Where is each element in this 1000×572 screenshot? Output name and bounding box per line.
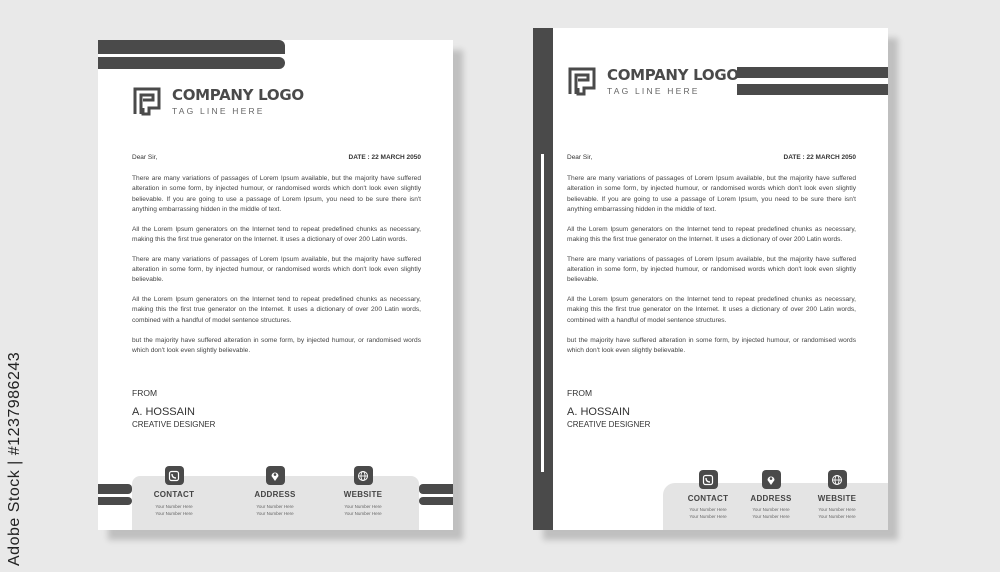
address-line: Your Number Here xyxy=(256,504,294,509)
paragraph: but the majority have suffered alteration in some form, by injected humour, or randomised words which don't look even slightly believable. xyxy=(567,336,856,354)
sender-name: A. HOSSAIN xyxy=(567,406,630,418)
from-label: FROM xyxy=(132,388,158,398)
website-label: WEBSITE xyxy=(817,494,857,503)
greeting: Dear Sir, xyxy=(132,154,158,161)
paragraph: All the Lorem Ipsum generators on the Internet tend to repeat predefined chunks as necessary, making this the first true generator on the Internet. It uses a dictionary of over 200 Latin words. xyxy=(567,225,856,243)
paragraph: There are many variations of passages of Lorem Ipsum available, but the majority have suffered alteration in some form, by injected humour, or randomised words which don't look even slightly believable. xyxy=(567,255,856,284)
sender-role: CREATIVE DESIGNER xyxy=(567,420,651,429)
logo-mark-icon xyxy=(132,86,162,116)
globe-icon xyxy=(354,466,373,485)
footer-left-bar-1 xyxy=(98,484,132,494)
contact-label: CONTACT xyxy=(153,490,195,499)
logo-mark-icon xyxy=(567,66,597,96)
address-line: Your Number Here xyxy=(752,514,790,519)
paragraph: All the Lorem Ipsum generators on the Internet tend to repeat predefined chunks as necessary, making this the first true generator on the Internet. It uses a dictionary of over 200 Latin words, combined with a handful of model sentence structures. xyxy=(567,296,856,324)
contact-line: Your Number Here xyxy=(155,511,193,516)
header-right-bar-2 xyxy=(737,84,888,95)
footer-right-bar-1 xyxy=(419,484,453,494)
website-label: WEBSITE xyxy=(343,490,383,499)
paragraph: All the Lorem Ipsum generators on the Internet tend to repeat predefined chunks as necessary, making this the first true generator on the Internet. It uses a dictionary of over 200 Latin words, combined with a handful of model sentence structures. xyxy=(132,296,421,324)
side-accent-line xyxy=(541,154,544,472)
contact-footer xyxy=(663,483,888,530)
letterhead-page-2 xyxy=(533,28,888,530)
greeting: Dear Sir, xyxy=(567,154,593,161)
address-label: ADDRESS xyxy=(750,494,792,503)
phone-icon xyxy=(699,470,718,489)
letter-body xyxy=(567,174,856,366)
location-pin-icon xyxy=(266,466,285,485)
date: DATE : 22 MARCH 2050 xyxy=(783,154,856,161)
top-bar-1 xyxy=(98,40,285,54)
website-column xyxy=(797,470,877,520)
letterhead-page-1 xyxy=(98,40,453,530)
contact-footer xyxy=(132,476,419,530)
footer-right-bar-2 xyxy=(419,497,453,505)
website-line: Your Number Here xyxy=(818,507,856,512)
paragraph: There are many variations of passages of Lorem Ipsum available, but the majority have suffered alteration in some form, by injected humour, or randomised words which don't look even slightly believable. If you are going to use a passage of Lorem Ipsum, you need to be sure there isn't anything embarrassing hidden in the middle of text. xyxy=(567,175,856,213)
website-column xyxy=(323,466,403,517)
stock-id-text: Adobe Stock | #1237986243 xyxy=(6,351,23,566)
letter-body xyxy=(132,174,421,366)
website-line: Your Number Here xyxy=(344,504,382,509)
date: DATE : 22 MARCH 2050 xyxy=(348,154,421,161)
contact-label: CONTACT xyxy=(687,494,729,503)
footer-left-bar-2 xyxy=(98,497,132,505)
tagline: TAG LINE HERE xyxy=(172,105,265,116)
sender-role: CREATIVE DESIGNER xyxy=(132,420,216,429)
header-right-bar-1 xyxy=(737,67,888,78)
paragraph: All the Lorem Ipsum generators on the Internet tend to repeat predefined chunks as necessary, making this the first true generator on the Internet. It uses a dictionary of over 200 Latin words. xyxy=(132,225,421,243)
company-logo xyxy=(567,66,739,96)
company-name: COMPANY LOGO xyxy=(172,85,304,104)
address-label: ADDRESS xyxy=(254,490,296,499)
company-logo xyxy=(132,86,304,116)
address-line: Your Number Here xyxy=(256,511,294,516)
website-line: Your Number Here xyxy=(818,514,856,519)
address-line: Your Number Here xyxy=(752,507,790,512)
tagline: TAG LINE HERE xyxy=(607,85,700,96)
contact-line: Your Number Here xyxy=(155,504,193,509)
address-column xyxy=(235,466,315,517)
location-pin-icon xyxy=(762,470,781,489)
company-name: COMPANY LOGO xyxy=(607,65,739,84)
paragraph: There are many variations of passages of Lorem Ipsum available, but the majority have suffered alteration in some form, by injected humour, or randomised words which don't look even slightly believable. xyxy=(132,255,421,284)
contact-line: Your Number Here xyxy=(689,514,727,519)
contact-column xyxy=(134,466,214,517)
paragraph: There are many variations of passages of Lorem Ipsum available, but the majority have suffered alteration in some form, by injected humour, or randomised words which don't look even slightly believable. If you are going to use a passage of Lorem Ipsum, you need to be sure there isn't anything embarrassing hidden in the middle of text. xyxy=(132,175,421,213)
globe-icon xyxy=(828,470,847,489)
website-line: Your Number Here xyxy=(344,511,382,516)
phone-icon xyxy=(165,466,184,485)
contact-line: Your Number Here xyxy=(689,507,727,512)
from-label: FROM xyxy=(567,388,593,398)
top-bar-2 xyxy=(98,57,285,69)
sender-name: A. HOSSAIN xyxy=(132,406,195,418)
paragraph: but the majority have suffered alteration in some form, by injected humour, or randomised words which don't look even slightly believable. xyxy=(132,336,421,354)
